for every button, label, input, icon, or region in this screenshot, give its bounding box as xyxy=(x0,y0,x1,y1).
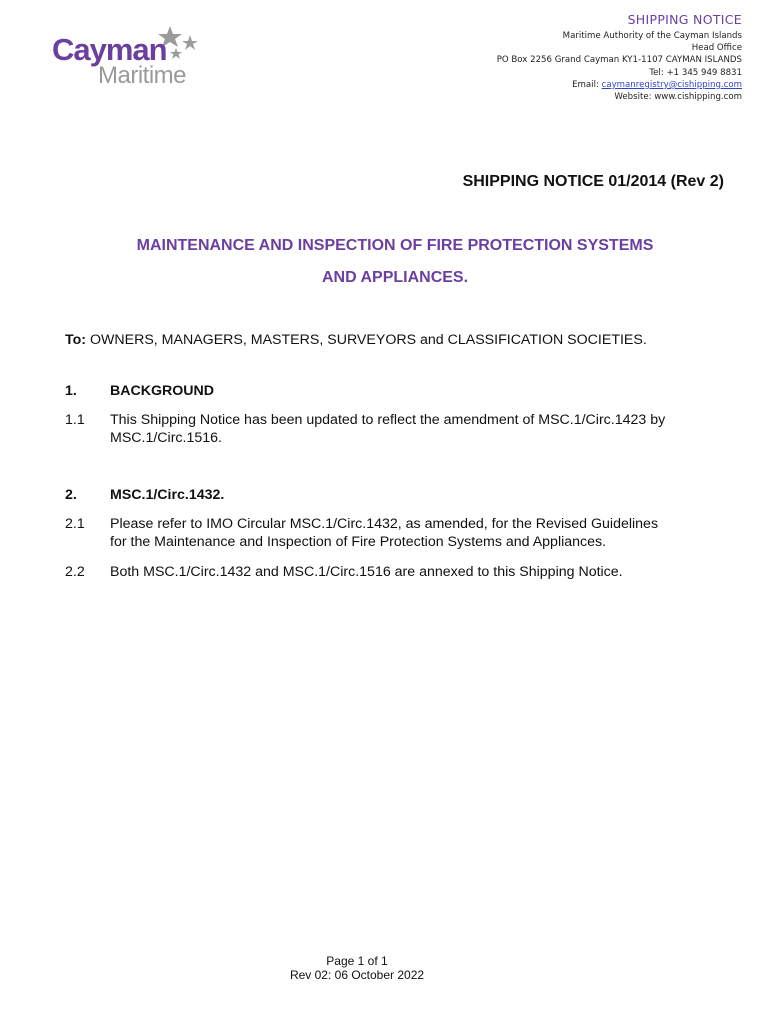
paragraph-number: 2.1 xyxy=(65,516,85,532)
letterhead-contact xyxy=(497,12,742,103)
paragraph-line: This Shipping Notice has been updated to reflect the amendment of MSC.1/Circ.1423 by xyxy=(110,412,666,428)
header-org: Maritime Authority of the Cayman Islands xyxy=(562,31,742,41)
paragraph-line: Please refer to IMO Circular MSC.1/Circ.1432, as amended, for the Revised Guidelines xyxy=(110,516,659,532)
cayman-maritime-logo xyxy=(52,24,202,94)
email-prefix: Email: xyxy=(572,79,602,90)
header-website: Website: www.cishipping.com xyxy=(614,92,742,103)
paragraph-number: 2.2 xyxy=(65,564,85,580)
header-email-line xyxy=(497,79,742,91)
paragraph-number: 1.1 xyxy=(65,412,85,428)
document-title-line1: MAINTENANCE AND INSPECTION OF FIRE PROTECTION SYSTEMS xyxy=(136,237,654,254)
header-address: PO Box 2256 Grand Cayman KY1-1107 CAYMAN ISLANDS xyxy=(496,55,742,66)
section-number: 1. xyxy=(65,383,77,399)
page-footer xyxy=(0,954,714,982)
paragraph-line: MSC.1/Circ.1516. xyxy=(110,430,222,446)
to-text: OWNERS, MANAGERS, MASTERS, SURVEYORS and CLASSIFICATION SOCIETIES. xyxy=(86,332,647,348)
addressees xyxy=(65,332,647,348)
logo-text-maritime: Maritime xyxy=(98,62,187,89)
section-number: 2. xyxy=(65,487,77,503)
notice-number: SHIPPING NOTICE 01/2014 (Rev 2) xyxy=(462,173,724,190)
document-title-line2: AND APPLIANCES. xyxy=(321,269,469,286)
section-heading: MSC.1/Circ.1432. xyxy=(110,487,225,503)
to-label: To: xyxy=(65,332,87,348)
revision-date: Rev 02: 06 October 2022 xyxy=(289,968,425,982)
paragraph-line: for the Maintenance and Inspection of Fire Protection Systems and Appliances. xyxy=(110,534,607,550)
paragraph-text: Both MSC.1/Circ.1432 and MSC.1/Circ.1516 are annexed to this Shipping Notice. xyxy=(110,564,623,580)
section-heading: BACKGROUND xyxy=(110,383,215,399)
email-link[interactable]: caymanregistry@cishipping.com xyxy=(601,79,742,90)
header-office: Head Office xyxy=(691,43,742,54)
logo-text-cayman: Cayman xyxy=(52,32,167,67)
header-label: SHIPPING NOTICE xyxy=(627,12,742,27)
header-tel: Tel: +1 345 949 8831 xyxy=(649,67,742,78)
page-number: Page 1 of 1 xyxy=(326,954,388,968)
